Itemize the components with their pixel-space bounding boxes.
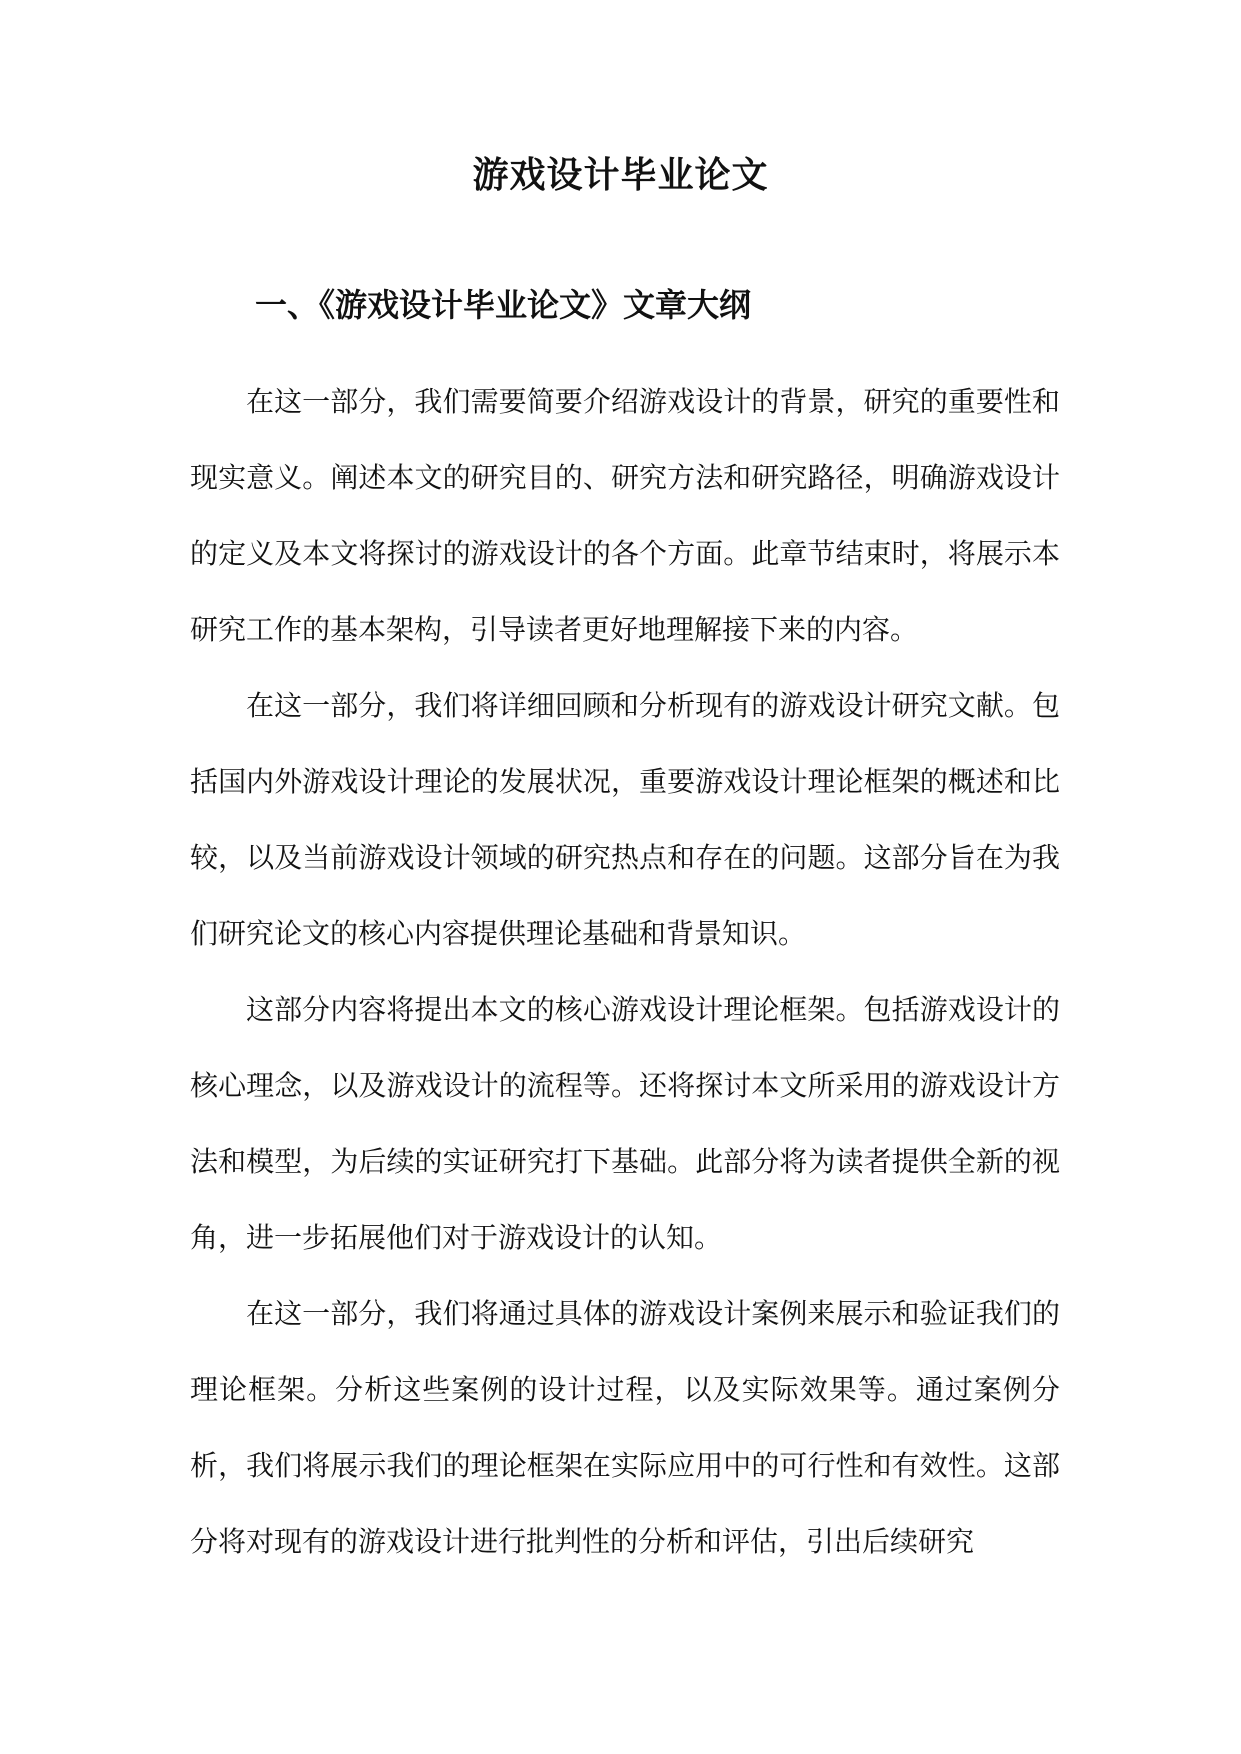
paragraph-case-study: 在这一部分，我们将通过具体的游戏设计案例来展示和验证我们的理论框架。分析这些案例的设计过程，以及实际效果等。通过案例分析，我们将展示我们的理论框架在实际应用中的可行性和有效性。这部分将对现有的游戏设计进行批判性的分析和评估，引出后续研究 [190,1297,1060,1558]
paragraph-theory-framework: 这部分内容将提出本文的核心游戏设计理论框架。包括游戏设计的核心理念，以及游戏设计的流程等。还将探讨本文所采用的游戏设计方法和模型，为后续的实证研究打下基础。此部分将为读者提供全新的视角，进一步拓展他们对于游戏设计的认知。 [190,993,1060,1254]
document-body [190,364,1060,1580]
paragraph-literature-review: 在这一部分，我们将详细回顾和分析现有的游戏设计研究文献。包括国内外游戏设计理论的发展状况，重要游戏设计理论框架的概述和比较，以及当前游戏设计领域的研究热点和存在的问题。这部分旨在为我们研究论文的核心内容提供理论基础和背景知识。 [190,689,1060,950]
document-title: 游戏设计毕业论文 [472,154,769,196]
paragraph-background: 在这一部分，我们需要简要介绍游戏设计的背景，研究的重要性和现实意义。阐述本文的研究目的、研究方法和研究路径，明确游戏设计的定义及本文将探讨的游戏设计的各个方面。此章节结束时，将展示本研究工作的基本架构，引导读者更好地理解接下来的内容。 [190,385,1060,646]
section-heading: 一、《游戏设计毕业论文》文章大纲 [255,286,752,324]
